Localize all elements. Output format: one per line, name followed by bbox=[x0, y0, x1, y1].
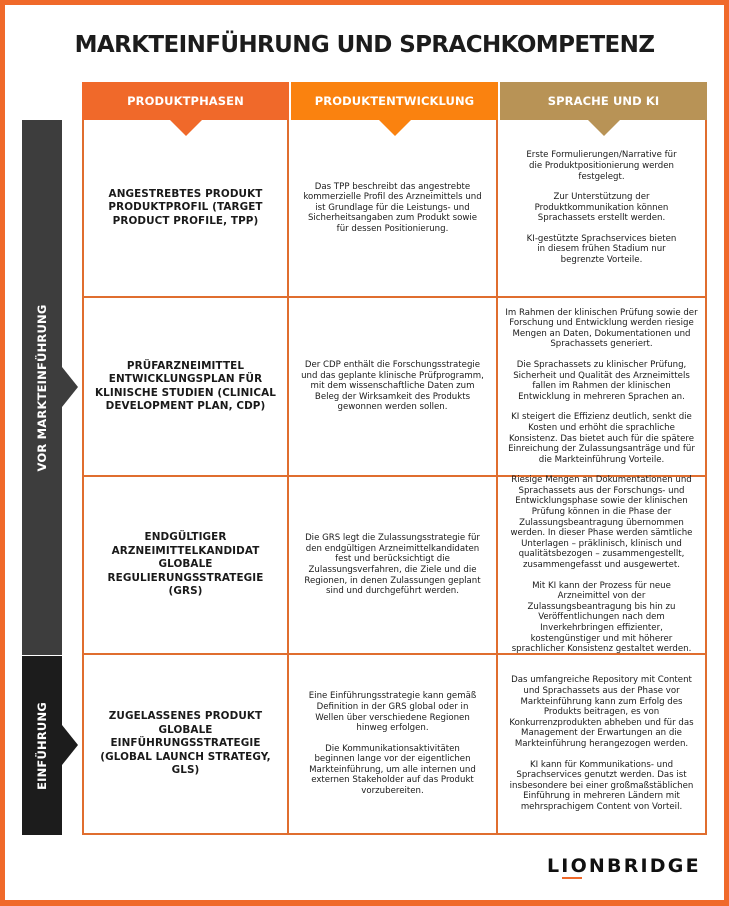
phase-cell bbox=[84, 655, 289, 835]
language-ai-cell bbox=[498, 655, 707, 835]
language-ai-text: Mit KI kann der Prozess für neue Arzneimittel von der Zulassungsbeantragung bis hin zu Veröffentlichungen nach dem Inverkehrbringen effizienter, kostengünstiger und mit höherer sprachlicher Konsistenz gestaltet werden. bbox=[511, 580, 692, 655]
language-ai-cell bbox=[498, 120, 707, 298]
side-bar-launch bbox=[22, 656, 62, 835]
language-ai-text: KI-gestützte Sprachservices bieten in diesem frühen Stadium nur begrenzte Vorteile. bbox=[526, 233, 677, 266]
table-row bbox=[82, 298, 707, 477]
language-ai-text: Riesige Mengen an Dokumentationen und Sprachassets aus der Forschungs- und Entwicklungsphase sowie der klinischen Prüfung können in die Phase der Zulassungsbeantragung übernommen werden. In dieser Phase werden sämtliche Unterlagen – präklinisch, klinisch und qualitätsbezogen – zusammengestellt, zusammengefasst und ausgewertet. bbox=[510, 475, 693, 570]
language-ai-cell bbox=[498, 298, 707, 477]
triangle-down-icon bbox=[170, 120, 202, 136]
development-cell bbox=[289, 655, 498, 835]
comparison-table bbox=[82, 82, 707, 835]
language-ai-text: Zur Unterstützung der Produktkommunikation können Sprachassets erstellt werden. bbox=[534, 192, 669, 224]
language-ai-text: Im Rahmen der klinischen Prüfung sowie der Forschung und Entwicklung werden riesige Mengen an Daten, Dokumentationen und Sprachassets generiert. bbox=[505, 307, 698, 350]
side-bar-pre-launch bbox=[22, 120, 62, 655]
development-text: Die Kommunikationsaktivitäten beginnen lange vor der eigentlichen Markteinführung, um alle internen und externen Stakeholder auf das Produkt vorzubereiten. bbox=[309, 743, 476, 797]
development-cell bbox=[289, 120, 498, 298]
phase-title: ZUGELASSENES PRODUKT GLOBALE EINFÜHRUNGSSTRATEGIE (GLOBAL LAUNCH STRATEGY, GLS) bbox=[100, 710, 271, 777]
table-row bbox=[82, 120, 707, 298]
language-ai-text: KI kann für Kommunikations- und Sprachservices genutzt werden. Das ist insbesondere bei einer großmaßstäblichen Einführung in mehreren Ländern mit mehrsprachigem Content von Vorteil. bbox=[509, 759, 694, 812]
phase-title: ENDGÜLTIGER ARZNEIMITTELKANDIDAT GLOBALE REGULIERUNGSSTRATEGIE (GRS) bbox=[107, 531, 264, 598]
column-header-sprache-ki bbox=[498, 82, 707, 120]
development-text: Der CDP enthält die Forschungsstrategie und das geplante klinische Prüfprogramm, mit dem wissenschaftliche Daten zum Beleg der Wirksamkeit des Produkts gewonnen werden sollen. bbox=[301, 360, 484, 413]
table-row bbox=[82, 655, 707, 835]
column-header-produktentwicklung bbox=[289, 82, 498, 120]
language-ai-text: Erste Formulierungen/Narrative für die Produktpositionierung werden festgelegt. bbox=[526, 150, 677, 182]
page-title: MARKTEINFÜHRUNG UND SPRACHKOMPETENZ bbox=[74, 32, 655, 58]
phase-cell bbox=[84, 120, 289, 298]
language-ai-text: Die Sprachassets zu klinischer Prüfung, Sicherheit und Qualität des Arzneimittels fallen im Rahmen der klinischen Entwicklung in mehreren Sprachen an. bbox=[513, 360, 690, 402]
language-ai-text: KI steigert die Effizienz deutlich, senkt die Kosten und erhöht die sprachliche Konsistenz. Das bietet auch für die spätere Einreichung der Zulassungsanträge und für die Markteinführung Vorteile. bbox=[508, 412, 695, 465]
column-header-label: PRODUKTENTWICKLUNG bbox=[314, 94, 475, 108]
development-text: Eine Einführungsstrategie kann gemäß Definition in der GRS global oder in Wellen über verschiedene Regionen hinweg erfolgen. bbox=[308, 691, 477, 734]
arrow-right-icon bbox=[62, 367, 78, 407]
side-label-pre-launch: VOR MARKTEINFÜHRUNG bbox=[35, 304, 49, 471]
lionbridge-logo: LIONBRIDGE bbox=[547, 855, 701, 877]
column-header-label: PRODUKTPHASEN bbox=[127, 94, 244, 108]
development-text: Das TPP beschreibt das angestrebte kommerzielle Profil des Arzneimittels und ist Grundlage für die Leistungs- und Sicherheitsangaben zum Produkt sowie für dessen Positionierung. bbox=[303, 181, 482, 234]
language-ai-cell bbox=[498, 477, 707, 655]
column-header-produktphasen bbox=[82, 82, 289, 120]
phase-cell bbox=[84, 298, 289, 477]
triangle-down-icon bbox=[379, 120, 411, 136]
development-cell bbox=[289, 298, 498, 477]
side-label-launch: EINFÜHRUNG bbox=[35, 701, 49, 790]
table-header bbox=[82, 82, 707, 120]
triangle-down-icon bbox=[588, 120, 620, 136]
logo-accent-underline bbox=[562, 877, 582, 879]
language-ai-text: Das umfangreiche Repository mit Content und Sprachassets aus der Phase vor Markteinführung kann zum Erfolg des Produkts beitragen, es von Konkurrenzprodukten abheben und für das Management der Erwartungen an die Markteinführung herangezogen werden. bbox=[509, 675, 694, 749]
table-row bbox=[82, 477, 707, 655]
phase-title: ANGESTREBTES PRODUKT PRODUKTPROFIL (TARGET PRODUCT PROFILE, TPP) bbox=[108, 187, 263, 227]
phase-cell bbox=[84, 477, 289, 655]
development-text: Die GRS legt die Zulassungsstrategie für den endgültigen Arzneimittelkandidaten fest und berücksichtigt die Zulassungsverfahren, die Ziele und die Regionen, in denen Zulassungen geplant sind und durchgeführt werden. bbox=[304, 533, 481, 597]
phase-title: PRÜFARZNEIMITTEL ENTWICKLUNGSPLAN FÜR KLINISCHE STUDIEN (CLINICAL DEVELOPMENT PLAN, CDP) bbox=[95, 359, 276, 412]
development-cell bbox=[289, 477, 498, 655]
column-header-label: SPRACHE UND KI bbox=[547, 94, 660, 108]
arrow-right-icon bbox=[62, 725, 78, 765]
